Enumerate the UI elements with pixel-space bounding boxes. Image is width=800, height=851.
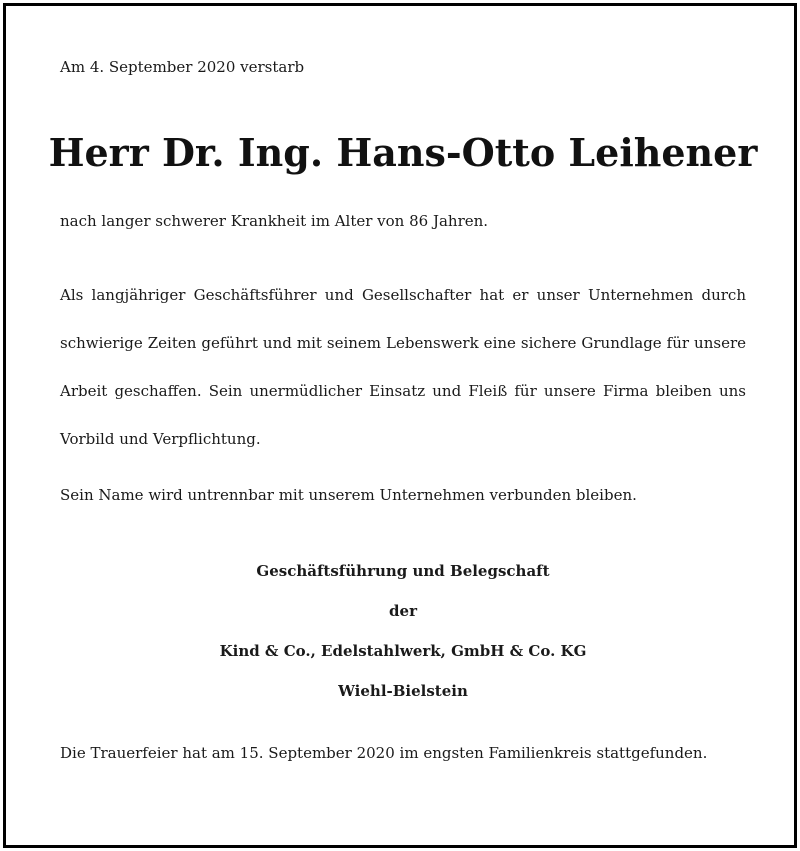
signature-line-2: der (389, 602, 417, 620)
funeral-text: Die Trauerfeier hat am 15. September 2020 im engsten Familienkreis stattgefunden. (60, 744, 708, 762)
tribute-paragraph: Als langjähriger Geschäftsführer und Gesellschafter hat er unser Unternehmen durch schwierige Zeiten geführt und mit seinem Lebenswerk eine sichere Grundlage für unsere Arbeit geschaffen. Sein unermüdlicher Einsatz und Fleiß für unsere Firma bleiben uns Vorbild und Verpflichtung. (60, 286, 746, 448)
intro-text: Am 4. September 2020 verstarb (60, 58, 305, 76)
signature-line-3: Kind & Co., Edelstahlwerk, GmbH & Co. KG (219, 642, 587, 660)
obituary-notice (3, 3, 797, 848)
signature-line-4: Wiehl-Bielstein (338, 682, 468, 700)
age-text: nach langer schwerer Krankheit im Alter von 86 Jahren. (60, 212, 489, 230)
legacy-text: Sein Name wird untrennbar mit unserem Unternehmen verbunden bleiben. (60, 486, 637, 504)
signature-block (6, 551, 800, 711)
signature-line-1: Geschäftsführung und Belegschaft (256, 562, 550, 580)
deceased-name: Herr Dr. Ing. Hans-Otto Leihener (48, 130, 758, 175)
